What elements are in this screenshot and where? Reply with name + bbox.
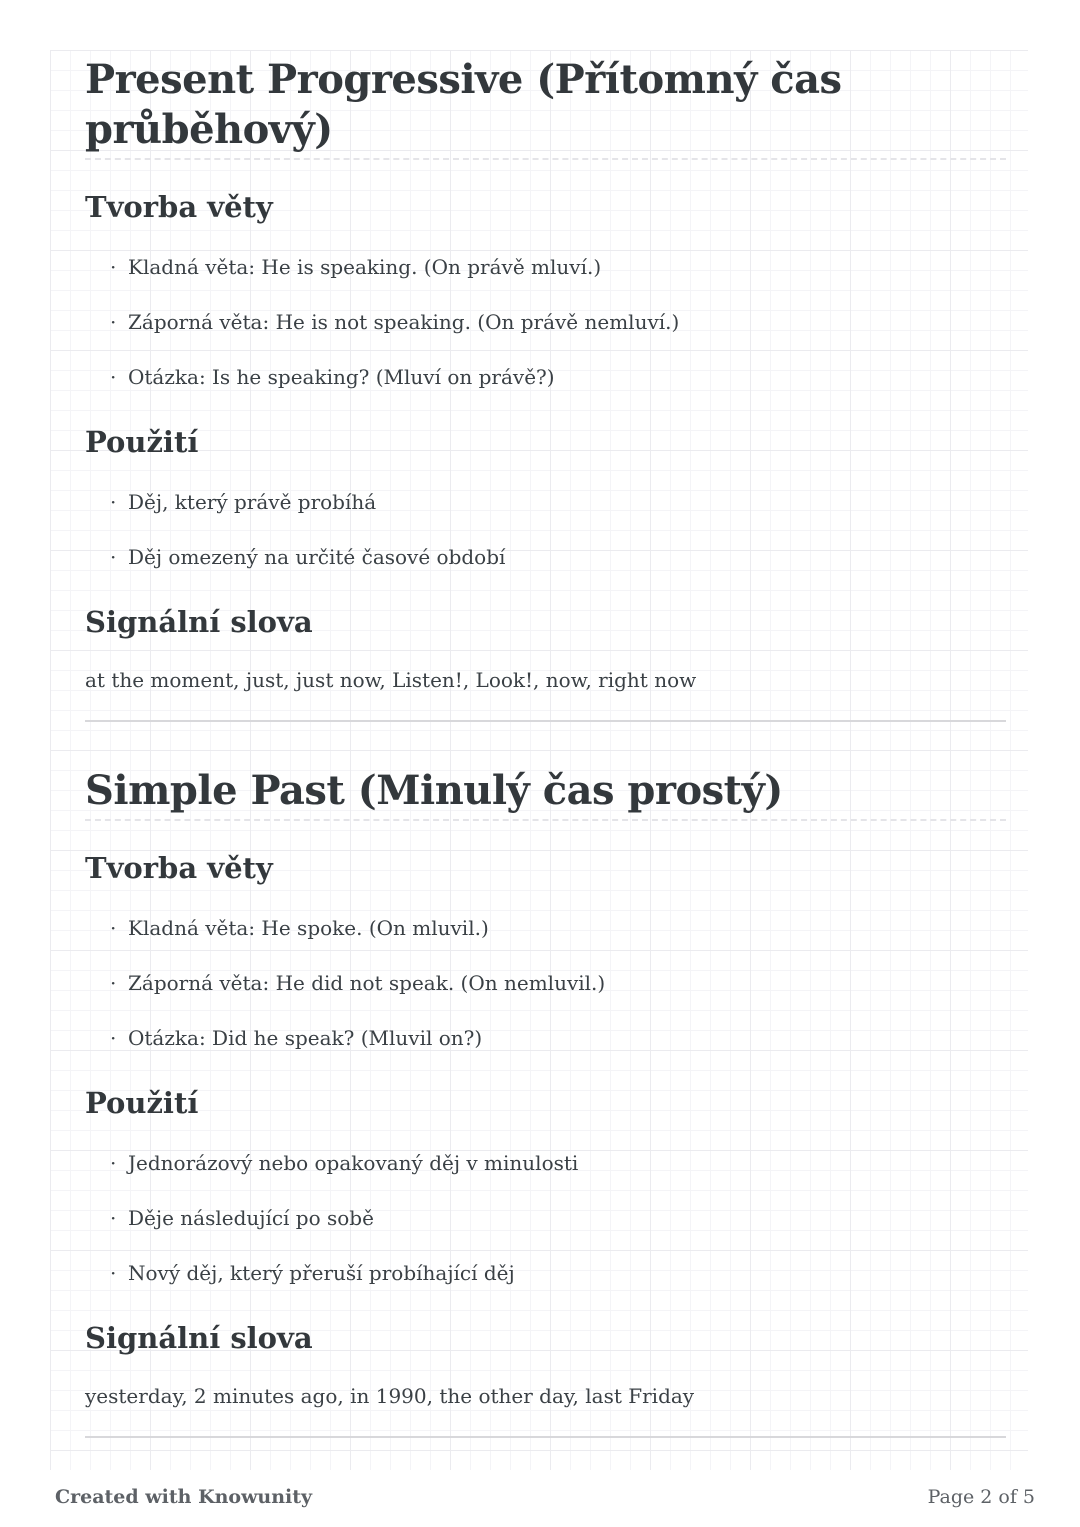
subheading-pouziti-1: Použití (85, 425, 199, 459)
list-item (85, 970, 1006, 997)
subheading-tvorba-vety-1: Tvorba věty (85, 190, 273, 224)
footer-credit: Created with Knowunity (55, 1486, 313, 1508)
list-item-text: Jednorázový nebo opakovaný děj v minulosti (128, 1151, 579, 1175)
notes-page (50, 50, 1028, 1470)
list-item (85, 1150, 1006, 1177)
list-item-text: Otázka: Is he speaking? (Mluví on právě?) (128, 365, 555, 389)
list-item (85, 1205, 1006, 1232)
bullet-list-tvorba-1 (85, 254, 1006, 391)
subheading-signalni-slova-2: Signální slova (85, 1321, 313, 1355)
bullet-list-tvorba-2 (85, 915, 1006, 1052)
list-item-text: Děje následující po sobě (128, 1206, 374, 1230)
list-item (85, 1025, 1006, 1052)
list-item (85, 915, 1006, 942)
subheading-tvorba-vety-2: Tvorba věty (85, 851, 273, 885)
subheading-signalni-slova-1: Signální slova (85, 605, 313, 639)
bullet-list-pouziti-2 (85, 1150, 1006, 1287)
list-item-text: Záporná věta: He is not speaking. (On právě nemluví.) (128, 310, 680, 334)
section-divider (85, 720, 1006, 722)
section-title-present-progressive: Present Progressive (Přítomný čas průběhový) (85, 55, 1006, 160)
page-footer (55, 1486, 1035, 1508)
signal-words-text-1: at the moment, just, just now, Listen!, Look!, now, right now (85, 668, 697, 692)
list-item-text: Otázka: Did he speak? (Mluvil on?) (128, 1026, 483, 1050)
list-item (85, 489, 1006, 516)
list-item-text: Záporná věta: He did not speak. (On nemluvil.) (128, 971, 606, 995)
notes-content (50, 50, 1028, 1438)
footer-page-number: Page 2 of 5 (927, 1486, 1035, 1508)
list-item (85, 364, 1006, 391)
section-divider (85, 1436, 1006, 1438)
list-item-text: Kladná věta: He is speaking. (On právě mluví.) (128, 255, 602, 279)
list-item-text: Děj omezený na určité časové období (128, 545, 506, 569)
list-item-text: Nový děj, který přeruší probíhající děj (128, 1261, 515, 1285)
subheading-pouziti-2: Použití (85, 1086, 199, 1120)
list-item (85, 254, 1006, 281)
list-item (85, 544, 1006, 571)
list-item (85, 309, 1006, 336)
list-item-text: Kladná věta: He spoke. (On mluvil.) (128, 916, 489, 940)
section-title-simple-past: Simple Past (Minulý čas prostý) (85, 766, 1006, 821)
list-item (85, 1260, 1006, 1287)
bullet-list-pouziti-1 (85, 489, 1006, 571)
list-item-text: Děj, který právě probíhá (128, 490, 377, 514)
signal-words-text-2: yesterday, 2 minutes ago, in 1990, the other day, last Friday (85, 1384, 695, 1408)
